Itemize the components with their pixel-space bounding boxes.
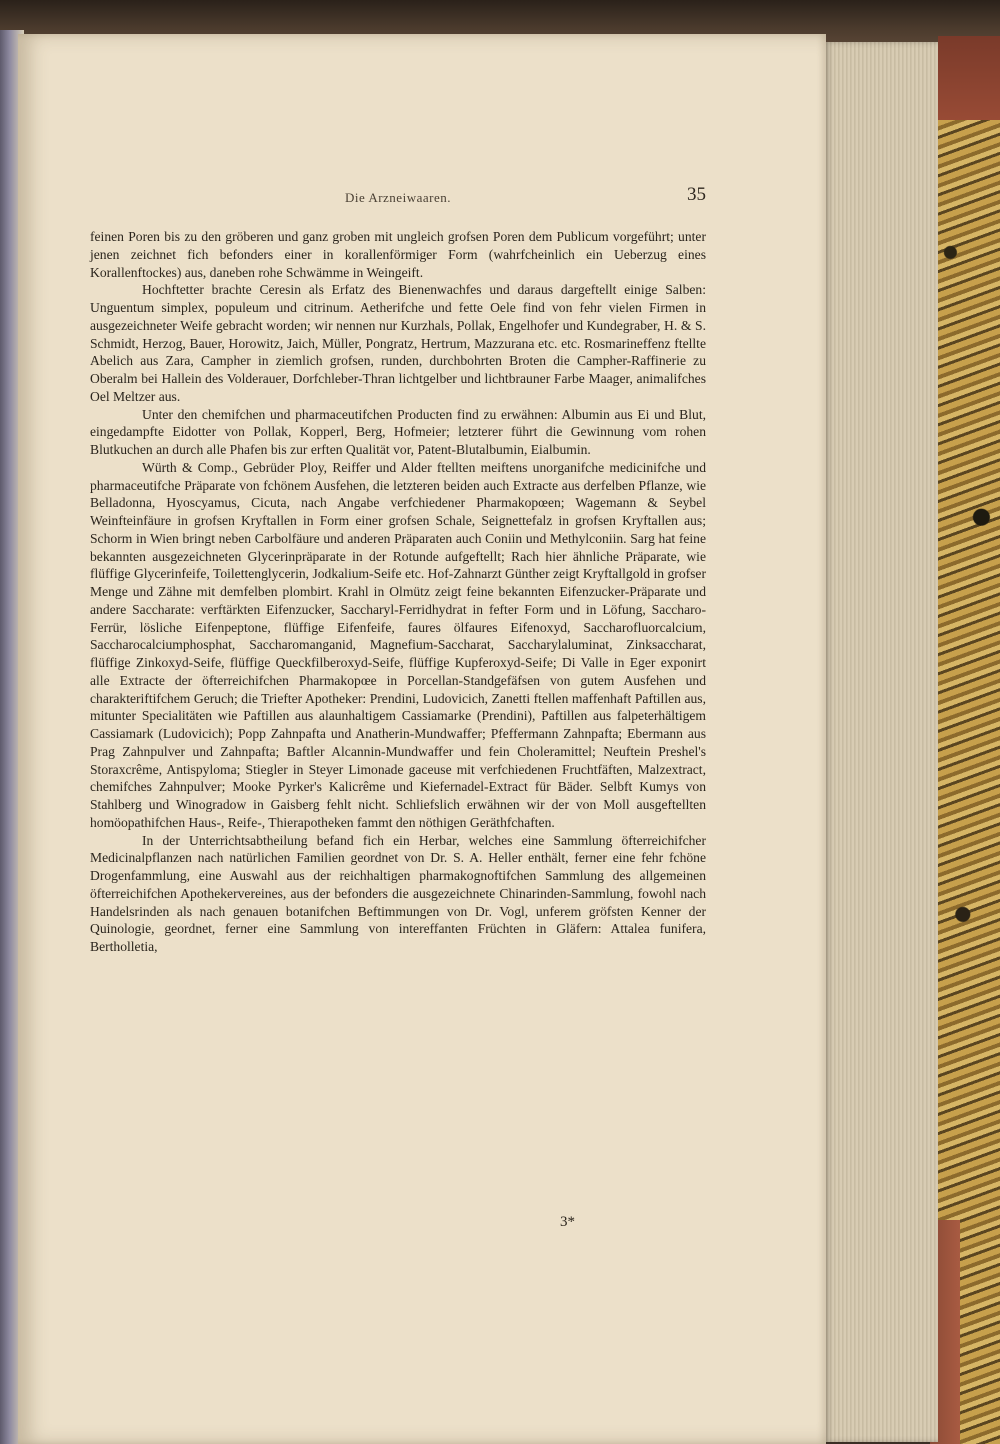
- signature-mark: 3*: [560, 1214, 575, 1230]
- paragraph: feinen Poren bis zu den gröberen und ganz groben mit ungleich grofsen Poren dem Publicum vorgeführt; unter jenen zeichnet fich befonders einer in korallenförmiger Form (wahrfcheinlich ein Ueberzug eines Korallenftockes) aus, daneben rohe Schwämme in Weingeift.: [90, 229, 706, 280]
- page-number: 35: [687, 184, 706, 205]
- page-header: [90, 184, 706, 212]
- running-head: Die Arzneiwaaren.: [345, 190, 451, 205]
- paragraph: Hochftetter brachte Ceresin als Erfatz des Bienenwachfes und daraus dargeftellt einige Salben: Unguentum simplex, populeum und citrinum. Aetherifche und fette Oele find von fehr vielen Firmen in ausgezeichneter Weife gebracht worden; wir nennen nur Kurzhals, Pollak, Engelhofer und Kundegraber, H. & S. Schmidt, Herzog, Bauer, Horowitz, Jaich, Müller, Pongratz, Hertrum, Mazzurana etc. etc. Rosmarineffenz ftellte Abelich aus Zara, Campher in ziemlich grofsen, runden, durchbohrten Broten die Campher-Raffinerie zu Oberalm bei Hallein des Volderauer, Dorfchleber-Thran lichtgelber und lichtbrauner Farbe Maager, animalifches Oel Meltzer aus.: [90, 282, 706, 404]
- page-edges: [824, 42, 938, 1442]
- paragraph: Unter den chemifchen und pharmaceutifchen Producten find zu erwähnen: Albumin aus Ei und Blut, eingedampfte Eidotter von Pollak, Kopperl, Berg, Hofmeier; letzterer führt die Gewinnung vom rohen Blutkuchen an durch alle Phafen bis zur erften Qualität vor, Patent-Blutalbumin, Eialbumin.: [90, 406, 706, 457]
- book-cover-corner: [938, 36, 1000, 126]
- body-text: [90, 228, 706, 956]
- paragraph: Würth & Comp., Gebrüder Ploy, Reiffer und Alder ftellten meiftens unorganifche medicinifche und pharmaceutifche Präparate von fchönem Ausfehen, die letzteren beiden auch Extracte aus derfelben Pflanze, wie Belladonna, Hyoscyamus, Cicuta, nach Angabe verfchiedener Pharmakopœen; Wagemann & Seybel Weinfteinfäure in grofsen Kryftallen in Form einer grofsen Schale, Seignettefalz in grofsen Kryftallen aus; Schorm in Wien bringt neben Carbolfäure und anderen Präparaten auch Coniin und Methylconiin. Sarg hat feine bekannten ausgezeichneten Glycerinpräparate in der Rotunde aufgeftellt; Rach hier ähnliche Präparate, wie flüffige Glycerinfeife, Toilettenglycerin, Jodkalium-Seife etc. Hof-Zahnarzt Günther zeigt Kryftallgold in grofser Menge und Zähne mit demfelben plombirt. Krahl in Olmütz zeigt feine bekannten Eifenzucker-Präparate und andere Saccharate: verftärkten Eifenzucker, Saccharyl-Ferridhydrat in fefter Form und in Löfung, Saccharo-Ferrür, lösliche Eifenpeptone, flüffige Eifenfeife, faures ölfaures Eifenoxyd, Saccharofluorcalcium, Saccharocalciumphosphat, Saccharomanganid, Magnefium-Saccharat, Saccharylaluminat, Zinksaccharat, flüffige Zinkoxyd-Seife, flüffige Queckfilberoxyd-Seife, flüffige Kupferoxyd-Seife; Di Valle in Eger exponirt alle Extracte der öfterreichifchen Pharmakopœe in Porcellan-Standgefäfsen von gutem Ausfehen und charakteriftifchem Geruch; die Triefter Apotheker: Prendini, Ludovicich, Zanetti ftellen maffenhaft Paftillen aus, mitunter Specialitäten wie Paftillen aus alaunhaltigem Cassiamarke (Prendini), Paftillen aus falpeterhältigem Cassiamark (Ludovicich); Popp Zahnpafta und Anatherin-Mundwaffer; Pfeffermann Zahnpafta; Ebermann aus Prag Zahnpulver und Zahnpafta; Baftler Alcannin-Mundwaffer und fein Choleramittel; Neuftein Preshel's Storaxcrême, Antispyloma; Stiegler in Steyer Limonade gaceuse mit verfchiedenen Fruchtfäften, Malzextract, chemifches Zahnpulver; Mooke Pyrker's Kalicrême und Kiefernadel-Extract für Bäder. Selbft Kumys von Stahlberg und Winogradow in Gaisberg fehlt nicht. Schliefslich erwähnen wir der von Moll ausgeftellten homöopathifchen Haus-, Reife-, Thierapotheken fammt den nöthigen Geräthfchaften.: [90, 459, 706, 830]
- paragraph: In der Unterrichtsabtheilung befand fich ein Herbar, welches eine Sammlung öfterreichifcher Medicinalpflanzen nach natürlichen Familien geordnet von Dr. S. A. Heller enthält, ferner eine fehr fchöne Drogenfammlung, eine Auswahl aus der reichhaltigen pharmakognoftifchen Sammlung des allgemeinen öfterreichifchen Apothekervereines, aus der befonders die ausgezeichnete Chinarinden-Sammlung, fowohl nach Handelsrinden als nach genauen botanifchen Beftimmungen von Dr. Vogl, unferem gröfsten Kenner der Quinologie, geordnet, ferner eine Sammlung von intereffanten Früchten in Gläfern: Attalea funifera, Bertholletia,: [90, 832, 706, 954]
